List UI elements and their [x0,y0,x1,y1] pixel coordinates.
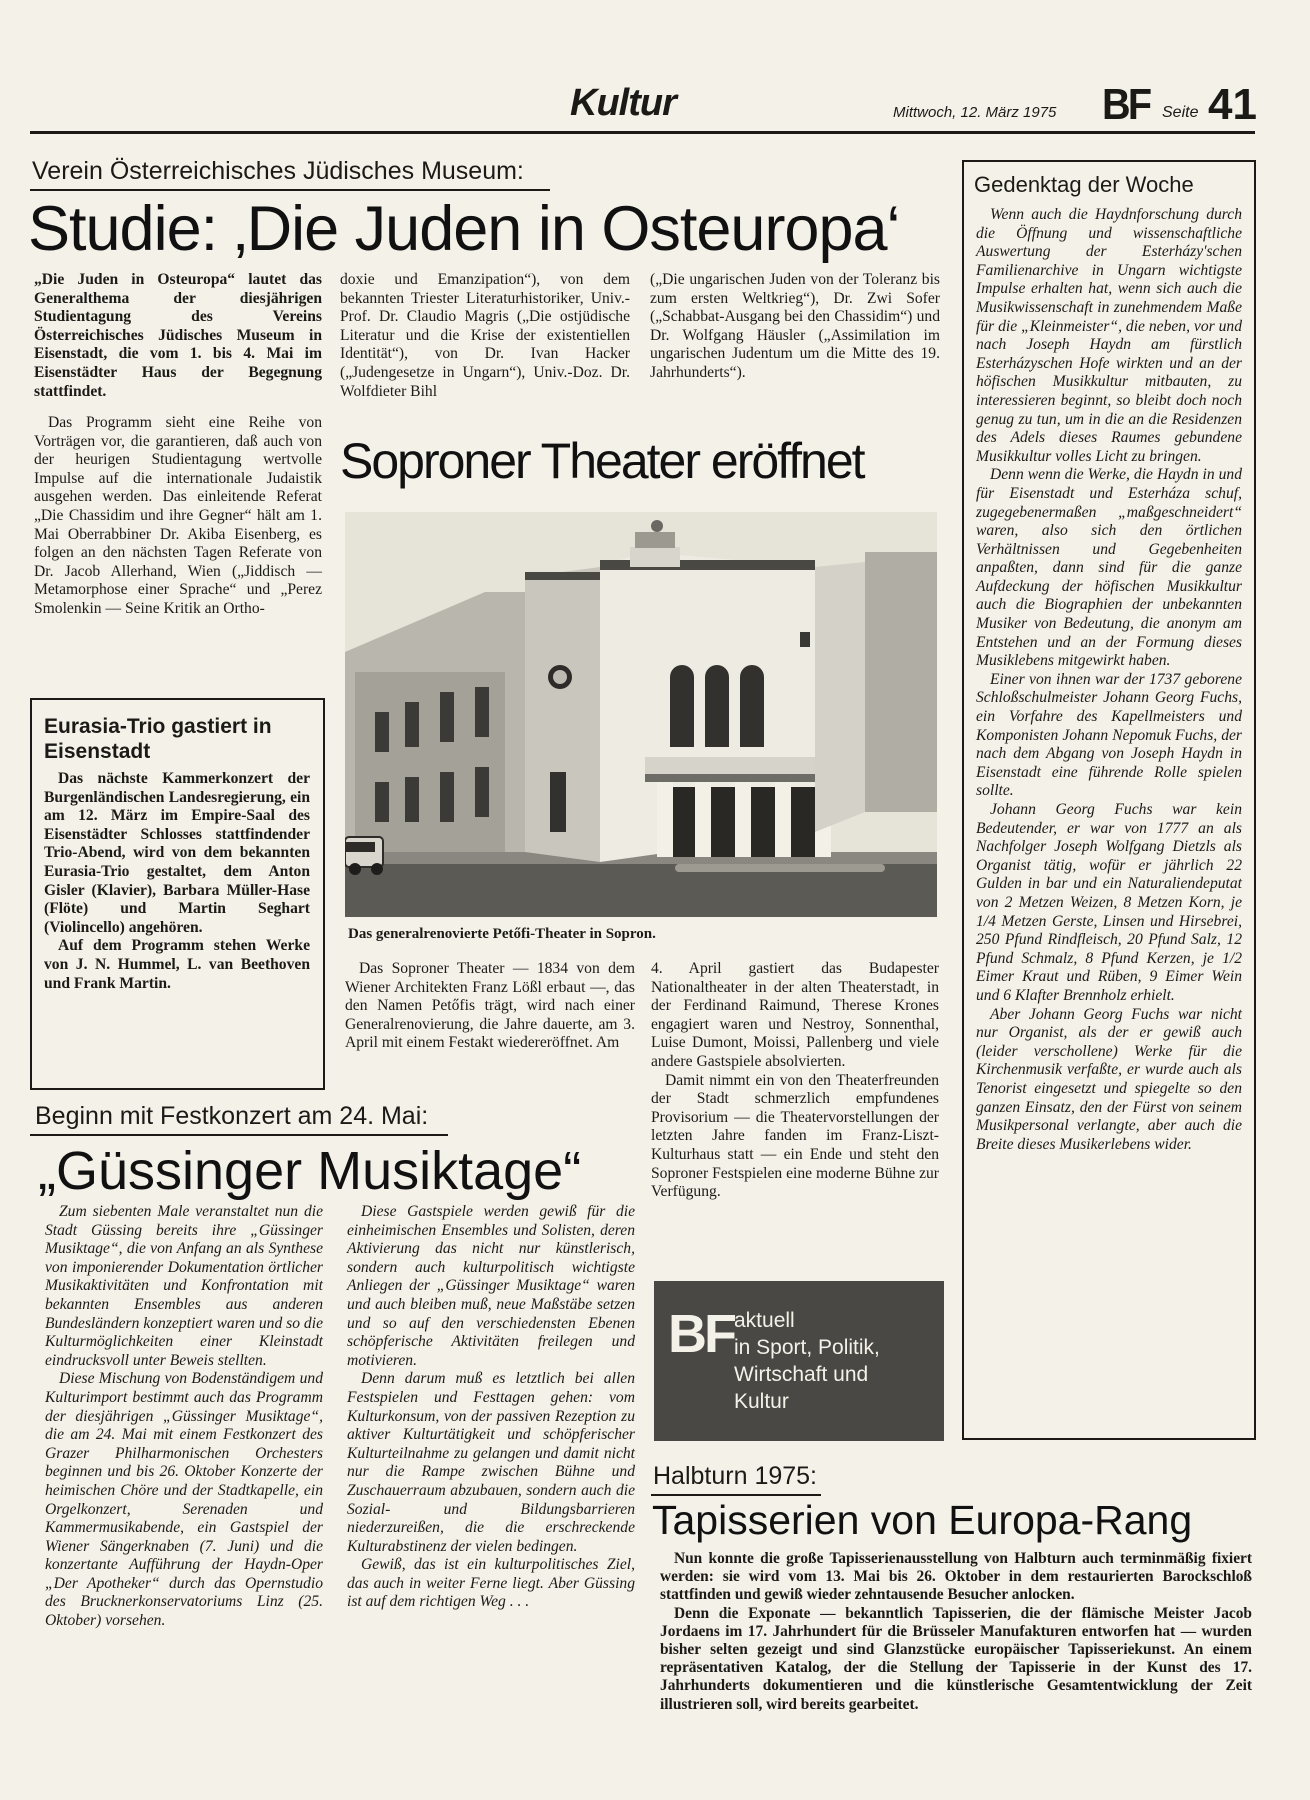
guessing-col1: Zum siebenten Male veranstaltet nun die Stadt Güssing bereits ihre „Güssinger Musiktage“, die von Anfang an als Synthese von imponierender Dokumentation örtlicher Musikaktivitäten und Konfrontation mit bekannten Ensembles aus anderen Bundesländern konzeptiert waren und so die Kulturmöglichkeiten einer Kleinstadt eindrucksvoll unter Beweis stellten. Diese Mischung von Bodenständigem und Kulturimport bestimmt auch das Programm der diesjährigen „Güssinger Musiktage“, die am 24. Mai mit einem Festkonzert des Grazer Philharmonischen Orchesters beginnen und bis 26. Oktober Konzerte der heimischen Chöre und der Stadtkapelle, ein Orgelkonzert, Serenaden und Kammermusikabende, ein Gastspiel der Wiener Sängerknaben (7. Juni) und die konzertante Aufführung der Haydn-Oper „Der Apotheker“ durch das Opernstudio des Brucknerkonservatoriums Linz (25. Oktober) vorsehen. [45,1203,323,1630]
theater-photo [345,512,937,917]
halbturn-headline: Tapisserien von Europa-Rang [652,1497,1193,1543]
museum-headline: Studie: ‚Die Juden in Osteuropa‘ [28,194,900,264]
museum-lead: „Die Juden in Osteuropa“ lautet das Generalthema der diesjährigen Studientagung des Vereins Österreichisches Jüdisches Museum in Eisenstadt, die vom 1. bis 4. Mai im Eisenstädter Haus der Begegnung stattfindet. [34,271,322,400]
guessing-kicker: Beginn mit Festkonzert am 24. Mai: [35,1102,429,1130]
eurasia-title: Eurasia-Trio gastiert in Eisenstadt [44,715,272,763]
museum-kicker: Verein Österreichisches Jüdisches Museum: [32,157,524,185]
sopron-col2: 4. April gastiert das Budapester Nationaltheater in der alten Theaterstadt, in der Ferdinand Raimund, Therese Krones engagiert waren und Nestroy, Sonnenthal, Luise Dumont, Moissi, Pallenberg und viele andere Gastspiele absolvierten. Damit nimmt ein von den Theaterfreunden der Stadt schmerzlich empfundenes Provisorium — die Theatervorstellungen der letzten Jahre fanden im Franz-Liszt-Kulturhaus statt — ein Ende und steht den Soproner Festspielen eine moderne Bühne zur Verfügung. [651,960,939,1201]
bf-ad-logo: BF [668,1304,734,1364]
museum-body-col1: Das Programm sieht eine Reihe von Vorträgen vor, die garantieren, daß auch von der heurigen Studientagung wertvolle Impulse auf die internationale Judaistik ausgehen werden. Das einleitende Referat „Die Chassidim und ihre Gegner“ hält am 1. Mai Oberrabbiner Dr. Akiba Eisenberg, es folgen an den nächsten Tagen Referate von Dr. Jacob Allerhand, Wien („Jiddisch — Metamorphose einer Sprache“ und „Perez Smolenkin — Seine Kritik an Ortho- [34,414,322,617]
theater-building-image [345,512,937,917]
page-label: Seite [1162,104,1199,121]
halbturn-kicker-rule [651,1494,821,1496]
bf-ad-text: aktuell in Sport, Politik, Wirtschaft und Kultur [734,1309,880,1413]
gedenktag-box [962,160,1256,1440]
header-rule [30,131,1255,134]
guessing-col2: Diese Gastspiele werden gewiß für die einheimischen Ensembles und Solisten, deren Aktivierung das nicht nur künstlerisch, sondern auch kulturpolitisch wichtigste Anliegen der „Güssinger Musiktage“ waren und auch bleiben muß, neue Maßstäbe setzen und so auf den verschiedensten Ebenen schöpferische Aktivitäten freilegen und motivieren. Denn darum muß es letztlich bei allen Festspielen und Festtagen gehen: vom Kulturkonsum, von der passiven Rezeption zu aktiver Kulturtätigkeit und schöpferischer Kulturteilnahme zu gelangen und damit nicht nur die Rampe zwischen Bühne und Zuschauerraum abzubauen, sondern auch die Sozial- und Bildungsbarrieren niederzureißen, die die erschreckende Kulturabstinenz der vielen bedingen. Gewiß, das ist ein kulturpolitisches Ziel, das auch in weiter Ferne liegt. Aber Güssing ist auf dem richtigen Weg . . . [347,1203,635,1611]
sopron-headline: Soproner Theater eröffnet [340,433,864,489]
eurasia-box [30,698,325,1090]
sopron-col1: Das Soproner Theater — 1834 von dem Wiener Architekten Franz Lößl erbaut —, das den Namen Petőfis trägt, wird nach einer Generalrenovierung, die Jahre dauerte, am 3. April mit einem Festakt wiedereröffnet. Am [345,960,635,1052]
guessing-kicker-rule [30,1134,448,1136]
eurasia-body: Das nächste Kammerkonzert der Burgenländischen Landesregierung, ein am 12. März im Empire-Saal des Eisenstädter Schlosses stattfindender Trio-Abend, wird von dem bekannten Eurasia-Trio gestaltet, dem Anton Gisler (Klavier), Barbara Müller-Hase (Flöte) und Martin Seghart (Violincello) angehören. Auf dem Programm stehen Werke von J. N. Hummel, L. van Beethoven und Frank Martin. [44,770,310,992]
section-title: Kultur [570,82,676,124]
bf-ad [654,1281,944,1441]
gedenktag-body: Wenn auch die Haydnforschung durch die Öffnung und wissenschaftliche Auswertung der Esterházy'schen Familienarchive in Ungarn wichtigste Impulse erhalten hat, wenn sich auch die Musikwissenschaft in zunehmendem Maße für die „Kleinmeister“, die neben, vor und nach Joseph Haydn am fürstlich Esterházyschen Hofe wirkten und an der höfischen Musikkultur mitbauten, zu interessieren beginnt, so bleibt doch noch genug zu tun, um in die an die Residenzen des Adels dieses Raumes gebundene Musikkultur volles Licht zu bringen. Denn wenn die Werke, die Haydn in und für Eisenstadt und Esterháza schuf, zugegebenermaßen „maßgeschneidert“ waren, also sich den örtlichen Verhältnissen und Gegebenheiten anpaßten, dann sind für die ganze Aufdeckung der höfischen Musikkultur auch die Biographien der unbekannten Musiker von Bedeutung, die anonym am Entstehen und an der Formung dieses Musiklebens mitgewirkt haben. Einer von ihnen war der 1737 geborene Schloßschulmeister Johann Georg Fuchs, ein Vorfahre des Kapellmeisters und Komponisten Johann Nepomuk Fuchs, der nach dem Abgang von Joseph Haydn in Eisenstadt eine führende Rolle spielen sollte. Johann Georg Fuchs war kein Bedeutender, er war von 1777 an als Nachfolger Joseph Wolfgang Dietzls als Organist tätig, wofür er jährlich 22 Gulden in bar und ein Naturaliendeputat von 2 Metzen Weizen, 8 Metzen Korn, je 1/4 Metzen Gerste, Linsen und Hirsebrei, 250 Pfund Rindfleisch, 20 Pfund Salz, 12 Pfund Schmalz, 8 Pfund Kerzen, je 1/2 Eimer Kraut und Rüben, 9 Eimer Wein und 6 Klafter Brennholz erhielt. Aber Johann Georg Fuchs war nicht nur Organist, als der er gewiß auch (leider verschollene) Werke für die Kirchenmusik verfaßte, er wurde auch als Tenorist eingesetzt und spiegelte so den ganzen Einsatz, den der Fürst von seinem Musikpersonal verlangte, aber auch die Breite dieses Musikerlebens wider. [976,206,1242,1153]
halbturn-body: Nun konnte die große Tapisserienausstellung von Halbturn auch terminmäßig fixiert werden: sie wird vom 13. Mai bis 26. Oktober in dem restaurierten Barockschloß stattfinden und gewiß wieder zehntausende Besucher anlocken. Denn die Exponate — bekanntlich Tapisserien, die der flämische Meister Jacob Jordaens im 17. Jahrhundert für die Brüsseler Manufakturen entworfen hat — wurden bisher selten gezeigt und sind Glanzstücke europäischer Tapisseriekunst. An einem repräsentativen Katalog, der die Stellung der Tapisserie in der Kunst des 17. Jahrhunderts dokumentieren und die künstlerische Gesamtentwicklung der Zeit illustrieren soll, wird bereits gearbeitet. [660,1550,1252,1713]
halbturn-kicker: Halbturn 1975: [653,1462,818,1490]
photo-caption: Das generalrenovierte Petőfi-Theater in Sopron. [348,926,656,942]
masthead-logo: BF [1102,80,1150,129]
museum-body-col3: („Die ungarischen Juden von der Toleranz bis zum ersten Weltkrieg“), Dr. Zwi Sofer („Schabbat-Ausgang bei den Chassidim“) und Dr. Wolfgang Häusler („Assimilation im ungarischen Judentum um die Mitte des 19. Jahrhunderts“). [650,271,940,381]
page-number: 41 [1208,80,1257,129]
issue-date: Mittwoch, 12. März 1975 [893,104,1057,121]
guessing-headline: „Güssinger Musiktage“ [38,1141,582,1201]
museum-kicker-rule [30,189,550,191]
museum-body-col2: doxie und Emanzipation“), von dem bekannten Triester Literaturhistoriker, Univ.-Prof. Dr. Claudio Magris („Die ostjüdische Literatur und die Krise der existentiellen Identität“), von Dr. Ivan Hacker („Judengesetze in Ungarn“), Univ.-Doz. Dr. Wolfdieter Bihl [340,271,630,400]
gedenktag-title: Gedenktag der Woche [974,172,1194,197]
